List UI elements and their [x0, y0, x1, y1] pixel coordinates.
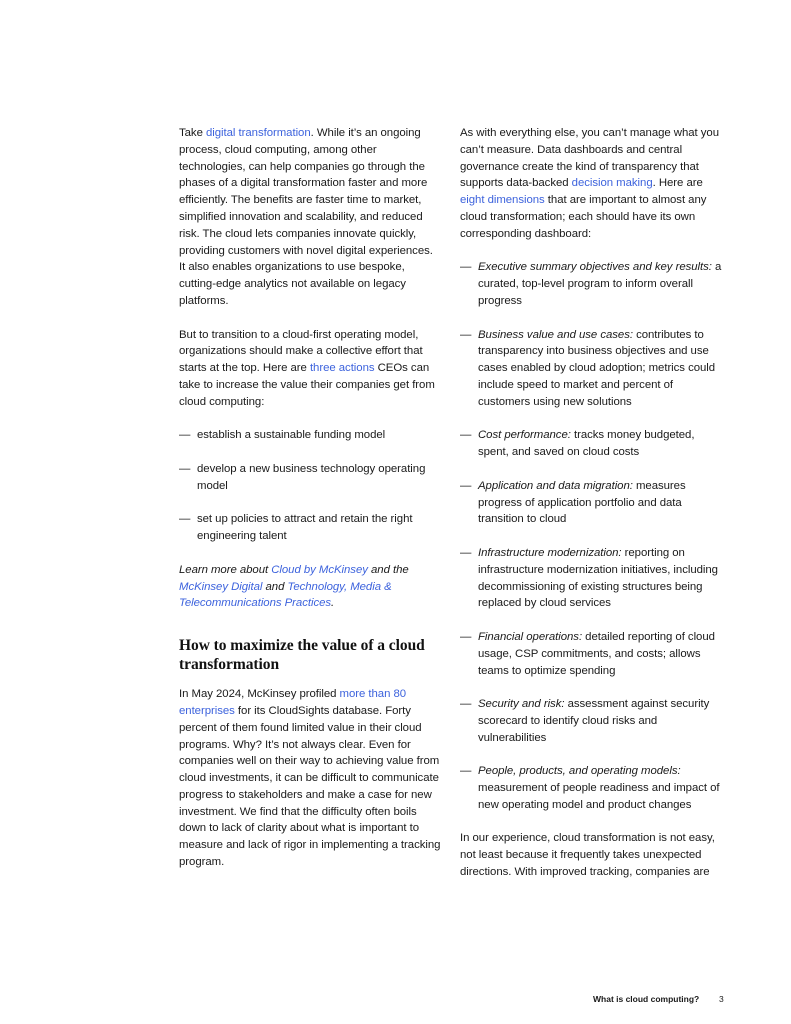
link-tmt-practices[interactable]: Technology, Media & Telecommunications Practices — [179, 580, 392, 610]
dash-bullet: — — [179, 429, 191, 442]
cloudsights-paragraph — [179, 686, 441, 871]
text-span: Take — [179, 127, 206, 139]
ceo-actions-list — [179, 427, 441, 545]
intro-paragraph — [179, 125, 441, 310]
dash-bullet: — — [460, 698, 472, 711]
dash-bullet: — — [460, 546, 472, 559]
dimension-term: Financial operations: — [478, 630, 583, 643]
measure-paragraph — [460, 125, 728, 243]
text-span: Learn more about — [179, 563, 272, 576]
list-item — [460, 696, 728, 746]
dash-bullet: — — [460, 479, 472, 492]
footer-title: What is cloud computing? — [593, 994, 700, 1004]
link-cloud-by-mckinsey[interactable]: Cloud by McKinsey — [271, 563, 368, 576]
text-span: In May 2024, McKinsey profiled — [179, 688, 340, 701]
text-span: . While it’s an ongoing process, cloud computing, among other technologies, can help companies go through the phases of a digital transformation faster and more efficiently. The benefits are faster time to market, simplified innovation and scalability, and reduced risk. The cloud lets companies innovate quickly, providing customers with novel digital experiences. It also enables organizations to use bespoke, cutting-edge analytics not available on legacy platforms. — [179, 127, 433, 307]
dimensions-list — [460, 259, 728, 813]
dimension-desc: reporting on infrastructure modernization initiatives, including decommissioning of existing structures being replaced by cloud services — [478, 546, 718, 610]
dimension-term: Business value and use cases: — [478, 328, 633, 341]
list-item — [179, 511, 441, 545]
dash-bullet: — — [460, 765, 472, 778]
right-column — [460, 125, 728, 881]
list-item — [179, 461, 441, 495]
text-span: . Here are — [652, 177, 703, 190]
list-item — [460, 427, 728, 461]
text-span: and the — [367, 563, 409, 576]
left-column — [179, 125, 441, 871]
list-item — [460, 629, 728, 679]
list-item-text: set up policies to attract and retain the right engineering talent — [197, 513, 413, 543]
dimension-desc: contributes to transparency into business objectives and use cases enabled by cloud adoption; metrics could include speed to market and percent of customers using new solutions — [478, 328, 716, 408]
dash-bullet: — — [460, 630, 472, 643]
dimension-term: Infrastructure modernization: — [478, 546, 622, 559]
text-span: As with everything else, you can’t manage what you can’t measure. Data dashboards and central governance create the kind of transparency that supports data-backed — [460, 127, 719, 190]
list-item — [460, 478, 728, 528]
text-span: that are important to almost any cloud transformation; each should have its own corresponding dashboard: — [460, 194, 707, 240]
cloud-first-paragraph — [179, 327, 441, 411]
list-item — [460, 763, 728, 813]
dimension-desc: detailed reporting of cloud usage, CSP commitments, and costs; allows teams to optimize spending — [478, 630, 715, 677]
text-span: and — [262, 580, 288, 593]
dimension-desc: tracks money budgeted, spent, and saved on cloud costs — [478, 429, 695, 459]
dash-bullet: — — [460, 261, 472, 274]
link-decision-making[interactable]: decision making — [571, 177, 653, 190]
text-span: for its CloudSights database. Forty percent of them found limited value in their cloud programs. Why? It’s not always clear. Even for companies well on their way to achieving value from cloud investments, it can be difficult to communicate progress to stakeholders and make a case for new investment. We find that the difficulty often boils down to lack of clarity about what is important to measure and lack of rigor in implementing a tracking program. — [179, 704, 441, 869]
list-item-text: establish a sustainable funding model — [197, 429, 386, 442]
dimension-term: Executive summary objectives and key results: — [478, 261, 712, 274]
list-item — [460, 327, 728, 411]
dash-bullet: — — [460, 328, 472, 341]
experience-paragraph: In our experience, cloud transformation is not easy, not least because it frequently takes unexpected directions. With improved tracking, companies are — [460, 832, 715, 879]
dimension-desc: assessment against security scorecard to identify cloud risks and vulnerabilities — [478, 698, 710, 744]
link-digital-transformation[interactable]: digital transformation — [205, 127, 311, 139]
dash-bullet: — — [460, 429, 472, 442]
dimension-term: Cost performance: — [478, 429, 571, 442]
text-span: CEOs can take to increase the value their companies get from cloud computing: — [179, 362, 435, 408]
dimension-desc: measures progress of application portfolio and data transition to cloud — [478, 479, 686, 526]
dash-bullet: — — [179, 462, 191, 475]
dimension-desc: a curated, top-level program to inform overall progress — [478, 261, 722, 307]
list-item-text: develop a new business technology operating model — [197, 462, 426, 492]
list-item — [460, 545, 728, 612]
text-span: . — [331, 597, 335, 610]
list-item — [179, 427, 441, 444]
dimension-term: People, products, and operating models: — [478, 765, 681, 778]
dimension-term: Security and risk: — [478, 698, 565, 711]
dash-bullet: — — [179, 513, 191, 526]
dimension-term: Application and data migration: — [478, 479, 633, 492]
link-eight-dimensions[interactable]: eight dimensions — [460, 194, 545, 207]
text-span: But to transition to a cloud-first operating model, organizations should make a collective effort that starts at the top. Here are — [179, 328, 423, 375]
link-mckinsey-digital[interactable]: McKinsey Digital — [179, 580, 263, 593]
dimension-desc: measurement of people readiness and impact of new operating model and product changes — [478, 782, 720, 811]
link-three-actions[interactable]: three actions — [309, 362, 375, 375]
page-number: 3 — [719, 994, 724, 1004]
learn-more-paragraph — [179, 562, 441, 612]
list-item — [460, 259, 728, 309]
section-heading: How to maximize the value of a cloud transformation — [179, 637, 425, 673]
link-more-than-80-enterprises[interactable]: more than 80 enterprises — [179, 688, 407, 717]
